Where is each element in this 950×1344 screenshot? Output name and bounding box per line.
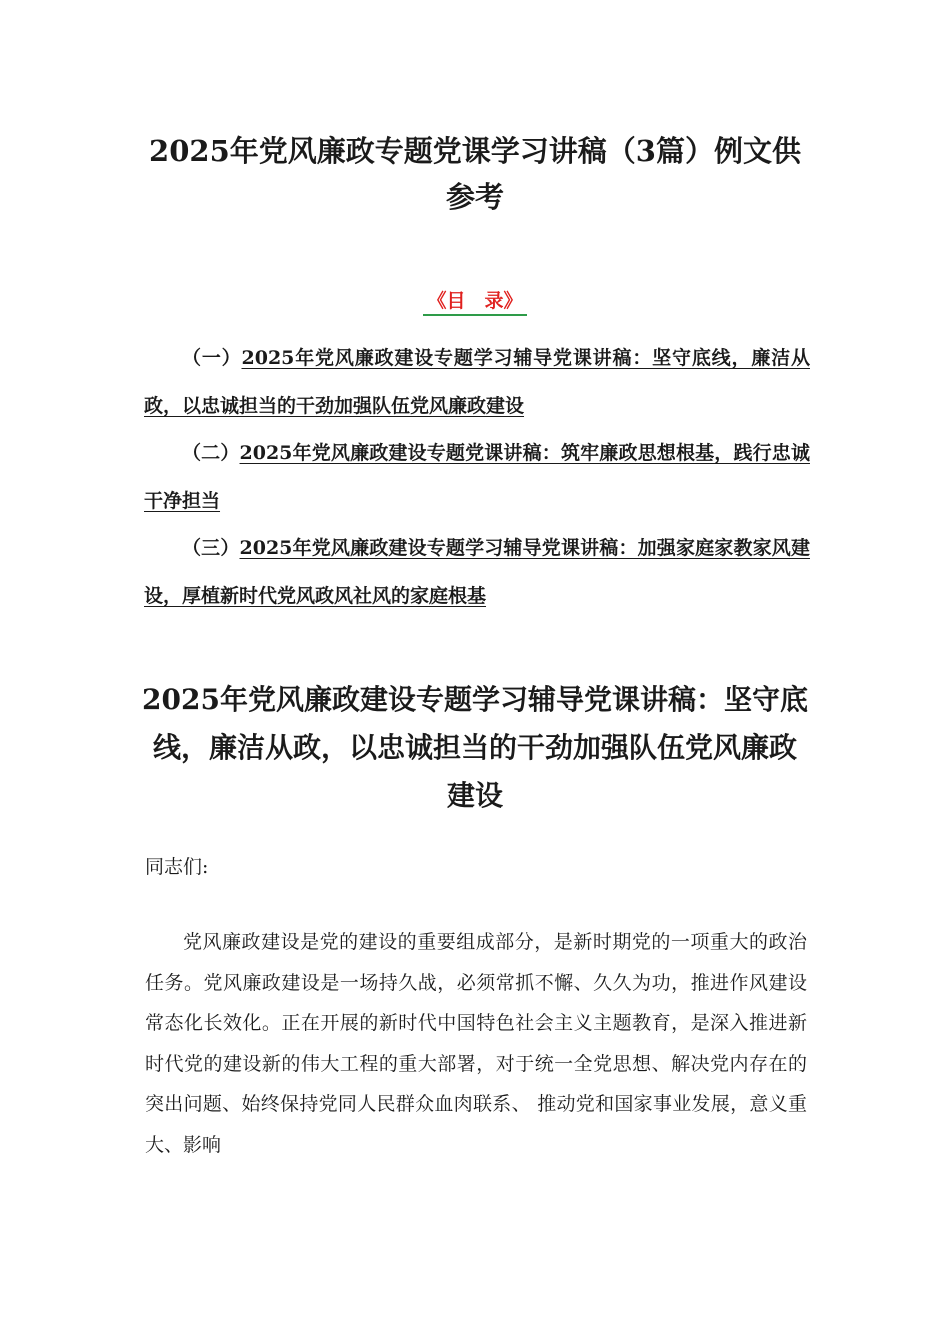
toc-entry-index: （一） [182, 347, 242, 369]
body-paragraph: 党风廉政建设是党的建设的重要组成部分，是新时期党的一项重大的政治任务。党风廉政建设是一场持久战，必须常抓不懈、久久为功，推进作风建设常态化长效化。正在开展的新时代中国特色社会主义主题教育，是深入推进新时代党的建设新的伟大工程的重大部署，对于统一全党思想、解决党内存在的突出问题、始终保持党同人民群众血肉联系、 推动党和国家事业发展，意义重大、影响 [145, 931, 807, 1156]
toc-heading [0, 286, 950, 313]
toc-entry-3[interactable] [144, 524, 810, 620]
section-title: 2025年党风廉政建设专题学习辅导党课讲稿：坚守底线，廉洁从政，以忠诚担当的干劲加强队伍党风廉政建设 [142, 683, 808, 812]
document-title: 2025年党风廉政专题党课学习讲稿（3篇）例文供参考 [149, 134, 801, 214]
toc-entry-2[interactable] [144, 429, 810, 525]
toc-entry-link[interactable]: 2025年党风廉政建设专题学习辅导党课讲稿：加强家庭家教家风建设，厚植新时代党风政风社风的家庭根基 [144, 537, 810, 607]
toc-entry-link[interactable]: 2025年党风廉政建设专题学习辅导党课讲稿：坚守底线，廉洁从政，以忠诚担当的干劲加强队伍党风廉政建设 [144, 347, 810, 417]
toc-entry-index: （二） [182, 442, 240, 464]
toc-entry-1[interactable] [144, 334, 810, 430]
toc-entry-link[interactable]: 2025年党风廉政建设专题党课讲稿：筑牢廉政思想根基，践行忠诚干净担当 [144, 442, 810, 512]
toc-entry-index: （三） [182, 537, 240, 559]
toc-heading-text: 《目 录》 [423, 290, 526, 316]
salutation: 同志们: [145, 856, 209, 878]
